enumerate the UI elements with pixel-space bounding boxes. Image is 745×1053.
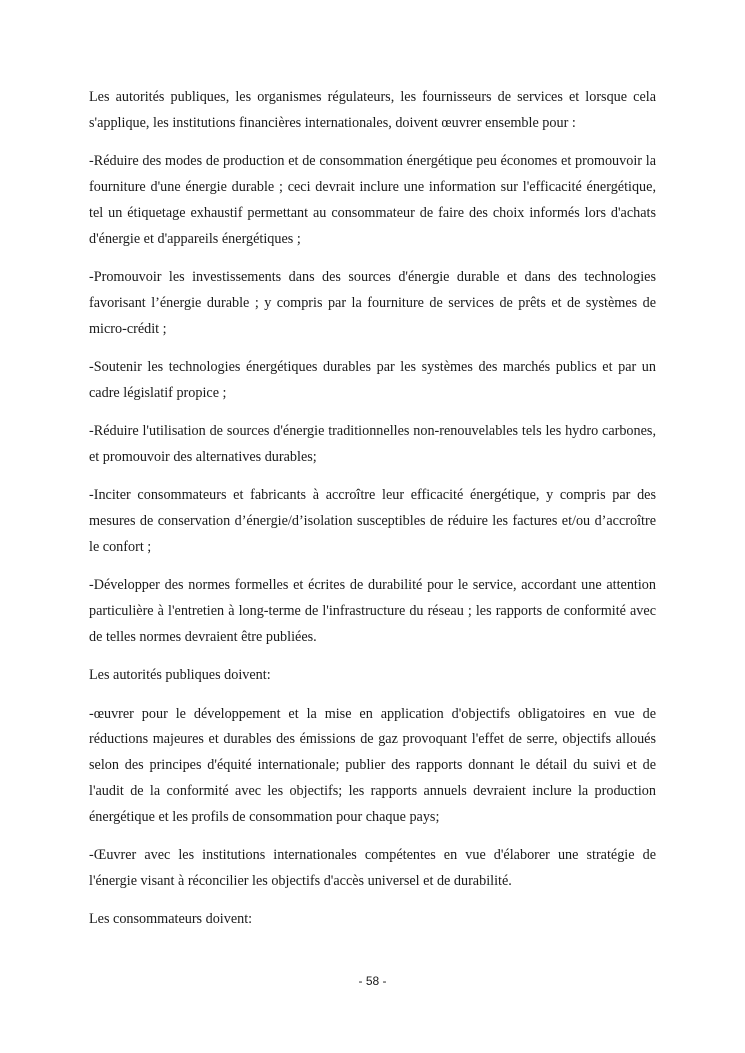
paragraph-item-international-strategy: -Œuvrer avec les institutions internationales compétentes en vue d'élaborer une stratégie de l'énergie visant à réconcilier les objectifs d'accès universel et de durabilité.	[89, 847, 656, 890]
paragraph-item-mandatory-objectives: -œuvrer pour le développement et la mise en application d'objectifs obligatoires en vue de réductions majeures et durables des émissions de gaz provoquant l'effet de serre, objectifs alloués selon des principes d'équité internationale; publier des rapports donnant le détail du suivi et de l'audit de la conformité avec les objectifs; les rapports annuels devraient inclure la production énergétique et les profils de consommation pour chaque pays;	[89, 705, 656, 825]
paragraph-item-develop-norms: -Développer des normes formelles et écrites de durabilité pour le service, accordant une attention particulière à l'entretien à long-terme de l'infrastructure du réseau ; les rapports de conformité avec de telles normes devraient être publiées.	[89, 577, 656, 645]
paragraph-item-promote-investment: -Promouvoir les investissements dans des sources d'énergie durable et dans des technologies favorisant l’énergie durable ; y compris par la fourniture de services de prêts et de systèmes de micro-crédit ;	[89, 268, 656, 337]
page-number: - 58 -	[358, 974, 387, 988]
paragraph-consumers-heading: Les consommateurs doivent:	[89, 911, 253, 928]
paragraph-item-support-technologies: -Soutenir les technologies énergétiques durables par les systèmes des marchés publics et par un cadre législatif propice ;	[89, 358, 656, 401]
body-text	[89, 85, 656, 946]
paragraph-intro: Les autorités publiques, les organismes régulateurs, les fournisseurs de services et lorsque cela s'applique, les institutions financières internationales, doivent œuvrer ensemble pour :	[89, 89, 656, 131]
paragraph-item-reduce-fossil: -Réduire l'utilisation de sources d'énergie traditionnelles non-renouvelables tels les hydro carbones, et promouvoir des alternatives durables;	[89, 423, 656, 465]
paragraph-item-incite-efficiency: -Inciter consommateurs et fabricants à accroître leur efficacité énergétique, y compris par des mesures de conservation d’énergie/d’isolation susceptibles de réduire les factures et/ou d’accroître le confort ;	[89, 487, 656, 555]
paragraph-public-authorities-heading: Les autorités publiques doivent:	[89, 667, 271, 684]
paragraph-item-reduce-waste: -Réduire des modes de production et de consommation énergétique peu économes et promouvoir la fourniture d'une énergie durable ; ceci devrait inclure une information sur l'efficacité énergétique, tel un étiquetage exhaustif permettant au consommateur de faire des choix informés lors d'achats d'énergie et d'appareils énergétiques ;	[89, 153, 656, 247]
